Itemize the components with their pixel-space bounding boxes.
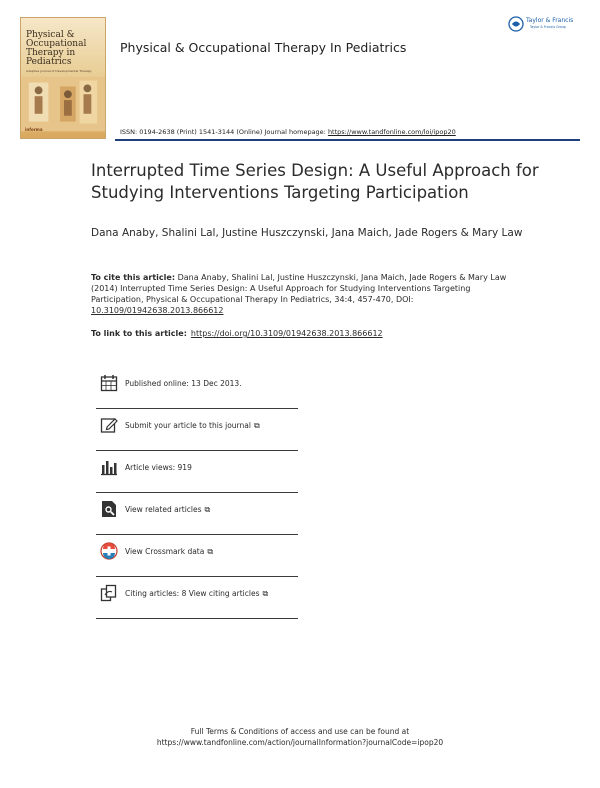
citing-articles-link[interactable]: Citing articles: 8 View citing articles ⧉: [125, 589, 269, 598]
logo-text: Taylor & Francis: [526, 17, 574, 24]
citing-icon: [100, 584, 118, 602]
citation-block: [91, 272, 511, 316]
cite-text: Dana Anaby, Shalini Lal, Justine Huszczynski, Jana Maich, Jade Rogers & Mary Law (2014) Interrupted Time Series Design: A Useful Approach for Studying Interventions Targeting Participation, Physical & Occupational Therapy In Pediatrics, 34:4, 457-470, DOI:: [91, 273, 507, 304]
cover-publisher: informa: [25, 127, 43, 132]
journal-cover-image: [20, 17, 106, 139]
journal-homepage-link[interactable]: https://www.tandfonline.com/loi/ipop20: [327, 128, 456, 136]
logo-subtext: Taylor & Francis Group: [530, 25, 566, 29]
info-row-views: [96, 451, 298, 493]
info-row-citing[interactable]: [96, 577, 298, 619]
cite-label: To cite this article:: [91, 273, 176, 282]
edit-icon: [100, 416, 118, 434]
info-row-submit[interactable]: [96, 409, 298, 451]
cover-artwork: [21, 76, 105, 132]
external-link-icon: ⧉: [207, 547, 214, 556]
terms-url-link[interactable]: https://www.tandfonline.com/action/journalInformation?journalCode=ipop20: [156, 738, 444, 747]
article-views-text: Article views: 919: [125, 463, 192, 472]
external-link-icon: ⧉: [253, 421, 260, 430]
taylor-francis-logo[interactable]: [508, 16, 586, 36]
terms-text: Full Terms & Conditions of access and use can be found at: [190, 727, 410, 736]
submit-article-link[interactable]: Submit your article to this journal ⧉: [125, 421, 260, 430]
journal-name: Physical & Occupational Therapy In Pediatrics: [120, 40, 407, 55]
cite-doi-link[interactable]: 10.3109/01942638.2013.866612: [91, 306, 224, 315]
cover-subtitle: Adaptive Journal of Developmental Therapy: [26, 69, 92, 73]
crossmark-icon: [100, 542, 118, 560]
article-info-list: [96, 367, 298, 619]
view-crossmark-link[interactable]: View Crossmark data ⧉: [125, 547, 214, 556]
issn-line: [120, 128, 456, 136]
bar-chart-icon: [100, 458, 118, 476]
external-link-icon: ⧉: [262, 589, 269, 598]
article-link-line: [91, 329, 383, 338]
link-label: To link to this article:: [91, 329, 187, 338]
info-row-crossmark[interactable]: [96, 535, 298, 577]
header-divider: [115, 139, 580, 141]
calendar-icon: [100, 374, 118, 392]
published-online-text: Published online: 13 Dec 2013.: [125, 379, 242, 388]
article-authors: Dana Anaby, Shalini Lal, Justine Huszczynski, Jana Maich, Jade Rogers & Mary Law: [91, 227, 523, 239]
terms-footer: [0, 726, 600, 748]
issn-text: ISSN: 0194-2638 (Print) 1541-3144 (Online) Journal homepage:: [120, 128, 328, 136]
view-related-articles-link[interactable]: View related articles ⧉: [125, 505, 211, 514]
external-link-icon: ⧉: [204, 505, 211, 514]
info-row-published: [96, 367, 298, 409]
cover-title: Physical & Occupational Therapy in Pediatrics: [26, 30, 87, 67]
related-search-icon: [100, 500, 118, 518]
article-doi-link[interactable]: https://doi.org/10.3109/01942638.2013.866612: [190, 329, 383, 338]
article-title: Interrupted Time Series Design: A Useful Approach for Studying Interventions Targeting Participation: [91, 161, 539, 202]
logo-icon: [508, 16, 524, 32]
info-row-related[interactable]: [96, 493, 298, 535]
